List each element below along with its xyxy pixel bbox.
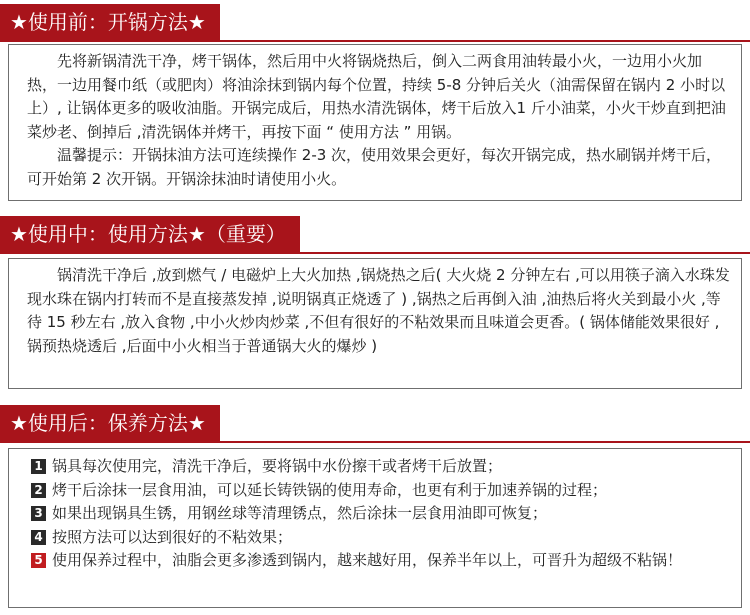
- after-use-box: [8, 448, 742, 608]
- during-use-box: [8, 258, 742, 389]
- tip-paragraph: 温馨提示：开锅抹油方法可连续操作 2-3 次，使用效果会更好，每次开锅完成，热水刷锅并烤干后，可开始第 2 次开锅。开锅涂抹油时请使用小火。: [27, 146, 722, 188]
- header-divider: [0, 441, 750, 443]
- step-number-badge: 1: [31, 459, 46, 474]
- step-number-badge: 2: [31, 483, 46, 498]
- step-text: 锅具每次使用完，清洗干净后，要将锅中水份擦干或者烤干后放置；: [52, 457, 503, 475]
- step-number-badge: 3: [31, 506, 46, 521]
- step-text: 使用保养过程中，油脂会更多渗透到锅内，越来越好用，保养半年以上，可晋升为超级不粘锅！: [52, 551, 683, 569]
- section-title: ★使用后：保养方法★: [0, 405, 220, 441]
- before-use-box: [8, 44, 742, 201]
- care-step: [31, 455, 733, 479]
- section-title: ★使用中：使用方法★（重要）: [0, 216, 300, 252]
- section-header-before-use: [0, 4, 750, 44]
- section-header-during-use: [0, 216, 750, 256]
- step-text: 按照方法可以达到很好的不粘效果；: [52, 527, 293, 546]
- paragraph: 先将新锅清洗干净，烤干锅体，然后用中火将锅烧热后，倒入二两食用油转最小火，一边用小火加热，一边用餐巾纸（或肥肉）将油涂抹到锅内每个位置，持续 5-8 分钟后关火（油需保留在锅内 2 小时以上）, 让锅体更多的吸收油脂。开锅完成后，用热水清洗锅体，烤干后放入1 斤小油菜，小火干炒直到把油菜炒老、倒掉后 ,清洗锅体并烤干，再按下面 “ 使用方法 ” 用锅。: [27, 52, 726, 141]
- care-step: [31, 526, 733, 550]
- care-step: [31, 479, 733, 503]
- step-text: 烤干后涂抹一层食用油，可以延长铸铁锅的使用寿命，也更有利于加速养锅的过程；: [52, 480, 608, 499]
- care-step: [31, 502, 733, 526]
- section-header-after-use: [0, 405, 750, 445]
- header-divider: [0, 252, 750, 254]
- step-number-badge: 5: [31, 553, 46, 568]
- section-title: ★使用前：开锅方法★: [0, 4, 220, 40]
- step-number-badge: 4: [31, 530, 46, 545]
- paragraph: 锅清洗干净后 ,放到燃气 / 电磁炉上大火加热 ,锅烧热之后( 大火烧 2 分钟左右 ,可以用筷子滴入水珠发现水珠在锅内打转而不是直接蒸发掉 ,说明锅真正烧透了 ) ,锅热之后再倒入油 ,油热后将火关到最小火 ,等待 15 秒左右 ,放入食物 ,中小火炒肉炒菜 ,不但有很好的不粘效果而且味道会更香。( 锅体储能效果很好 ,锅预热烧透后 ,后面中小火相当于普通锅大火的爆炒 ): [27, 266, 730, 355]
- care-step: [31, 549, 733, 573]
- header-divider: [0, 40, 750, 42]
- step-text: 如果出现锅具生锈，用钢丝球等清理锈点，然后涂抹一层食用油即可恢复；: [52, 504, 548, 522]
